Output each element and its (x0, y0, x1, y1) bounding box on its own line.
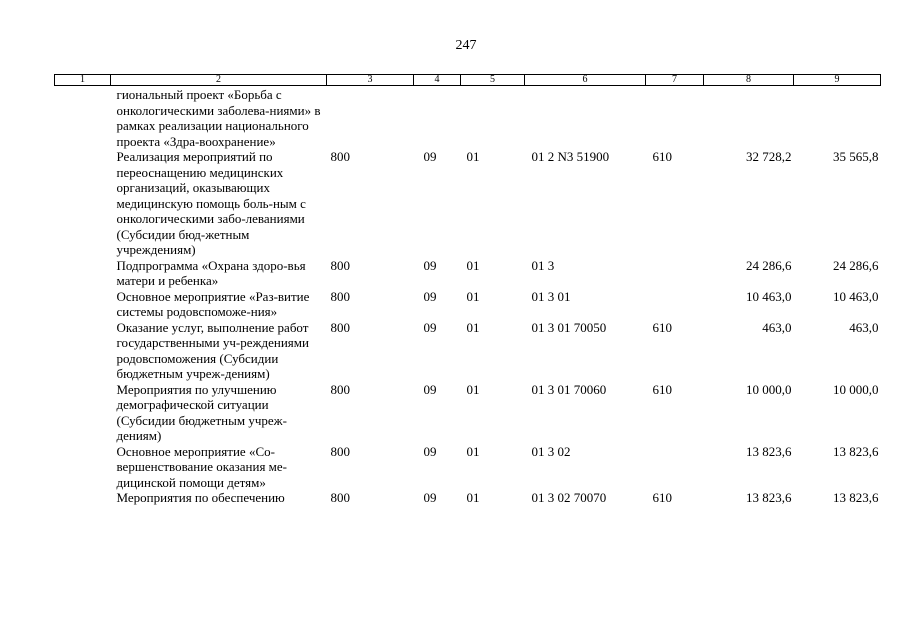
subsection-code: 01 (466, 443, 480, 459)
target-article-code: 01 2 N3 51900 (531, 149, 610, 164)
budget-table (54, 74, 881, 506)
amount-year-2: 35 565,8 (833, 149, 879, 164)
amount-year-1: 24 286,6 (746, 257, 792, 273)
column-header: 5 (461, 75, 525, 86)
amount-year-1: 10 463,0 (746, 288, 792, 304)
target-article-code: 01 3 02 (531, 443, 571, 459)
table-row (55, 289, 881, 320)
ministry-code: 800 (330, 257, 350, 273)
row-description: гиональный проект «Борьба с онкологическими заболева-ниями» в рамках реализации национального проекта «Здра-воохранение» (116, 87, 321, 149)
amount-year-1: 10 000,0 (746, 381, 792, 397)
amount-year-1 (704, 86, 794, 150)
amount-year-1: 13 823,6 (746, 490, 792, 505)
subsection-code: 01 (466, 257, 480, 273)
page-number: 247 (455, 38, 477, 53)
column-header: 1 (55, 75, 111, 86)
row-description: Основное мероприятие «Со-вершенствование оказания ме-дицинской помощи детям» (116, 443, 288, 490)
subsection-code: 01 (466, 319, 480, 335)
amount-year-2: 13 823,6 (833, 490, 879, 505)
column-header: 7 (646, 75, 704, 86)
section-code: 09 (423, 490, 437, 505)
amount-year-1: 463,0 (762, 319, 792, 335)
row-description: Мероприятия по улучшению демографической ситуации (Субсидии бюджетным учреж-дениям) (116, 381, 287, 443)
subsection-code: 01 (466, 288, 480, 304)
ministry-code: 800 (330, 149, 350, 164)
target-article-code: 01 3 01 70060 (531, 381, 607, 397)
amount-year-2: 13 823,6 (833, 443, 879, 459)
expense-type-code: 610 (652, 381, 672, 397)
subsection-code: 01 (466, 149, 480, 164)
expense-type-code (646, 86, 704, 150)
section-code: 09 (423, 149, 437, 164)
column-header: 3 (327, 75, 414, 86)
subsection-code: 01 (466, 490, 480, 505)
target-article-code: 01 3 01 (531, 288, 571, 304)
table-row (55, 320, 881, 382)
expense-type-code (646, 258, 704, 289)
row-description: Мероприятия по обеспечению (116, 490, 285, 505)
amount-year-1: 32 728,2 (746, 149, 792, 164)
amount-year-1: 13 823,6 (746, 443, 792, 459)
ministry-code (327, 86, 414, 150)
row-description: Оказание услуг, выполнение работ государственными уч-реждениями родовспоможения (Субсидии бюджетным учреж-дениям) (116, 319, 309, 381)
column-header: 4 (414, 75, 461, 86)
subsection-code (461, 86, 525, 150)
section-code: 09 (423, 381, 437, 397)
amount-year-2: 24 286,6 (833, 257, 879, 273)
amount-year-2: 10 000,0 (833, 381, 879, 397)
table-row (55, 382, 881, 444)
table-row (55, 149, 881, 258)
ministry-code: 800 (330, 288, 350, 304)
ministry-code: 800 (330, 319, 350, 335)
section-code: 09 (423, 443, 437, 459)
section-code (414, 86, 461, 150)
target-article-code (525, 86, 646, 150)
row-description: Основное мероприятие «Раз-витие системы родовспоможе-ния» (116, 288, 310, 319)
target-article-code: 01 3 02 70070 (531, 490, 607, 505)
column-number-row (55, 75, 881, 86)
column-header: 2 (111, 75, 327, 86)
row-description: Реализация мероприятий по переоснащению медицинских организаций, оказывающих медицинскую помощь боль-ным с онкологическими забо-леваниями (Субсидии бюд-жетным учреждениям) (116, 149, 306, 257)
column-header: 9 (794, 75, 881, 86)
target-article-code: 01 3 (531, 257, 555, 273)
column-header: 6 (525, 75, 646, 86)
amount-year-2: 10 463,0 (833, 288, 879, 304)
expense-type-code (646, 444, 704, 491)
expense-type-code (646, 289, 704, 320)
table-row (55, 258, 881, 289)
target-article-code: 01 3 01 70050 (531, 319, 607, 335)
ministry-code: 800 (330, 443, 350, 459)
section-code: 09 (423, 319, 437, 335)
expense-type-code: 610 (652, 490, 672, 505)
section-code: 09 (423, 288, 437, 304)
table-row (55, 86, 881, 150)
section-code: 09 (423, 257, 437, 273)
ministry-code: 800 (330, 490, 350, 505)
expense-type-code: 610 (652, 319, 672, 335)
column-header: 8 (704, 75, 794, 86)
ministry-code: 800 (330, 381, 350, 397)
amount-year-2: 463,0 (849, 319, 879, 335)
amount-year-2 (794, 86, 881, 150)
table-row (55, 444, 881, 491)
row-description: Подпрограмма «Охрана здоро-вья матери и ребенка» (116, 257, 306, 288)
subsection-code: 01 (466, 381, 480, 397)
table-row (55, 490, 881, 506)
expense-type-code: 610 (652, 149, 672, 164)
